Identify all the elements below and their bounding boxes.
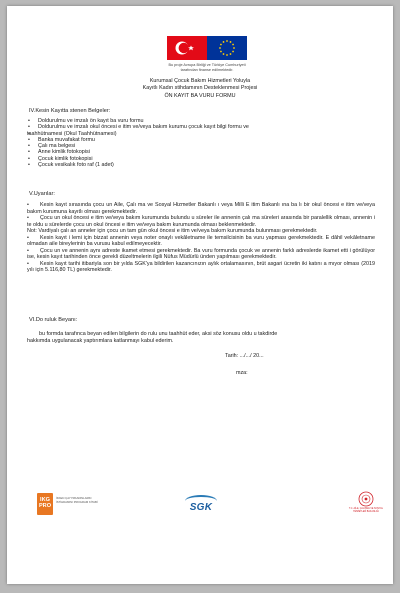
bullet-icon: • <box>27 215 29 221</box>
project-title-line1: Kurumsal Çocuk Bakım Hizmetleri Yoluyla <box>149 78 251 84</box>
declaration-text <box>27 331 357 344</box>
partner-flags <box>167 36 247 60</box>
funding-caption-line1: Bu proje Avrupa Birliği ve Türkiye Cumhuriyeti <box>168 63 246 67</box>
form-page <box>7 6 393 584</box>
list-item: • Banka muvafakat formu <box>27 137 367 143</box>
date-field[interactable]: Tarih: .../.../ 20... <box>225 353 264 359</box>
warning-item: • Çocu un ve annenin aynı adreste ikamet etmesi gerekmektedir. Ba vuru formunda çocuk ve annenin farklı adreslerde ikamet etti i görülüyor ise, kesin kayıt tarihinden önce gerekli düzeltmelerin ilgili Nüfus Müdürlü ünden yapılması gerekmektedir. <box>27 247 375 260</box>
sgk-logo-text: SGK <box>189 502 213 513</box>
bullet-icon: • <box>27 247 29 254</box>
ikg-logo-text: IKG PRO <box>38 497 52 509</box>
eu-star <box>233 47 235 49</box>
turkey-flag-icon <box>167 36 207 60</box>
declaration-line1: bu formda tarafınca beyan edilen bilgilerin do rulu unu taahhüt eder, aksi söz konusu oldu u takdirde <box>39 331 278 337</box>
warning-item: • Kesin kayıt i lemi için bizzat annenin veya noter onaylı vekâletname ile temsilcisinin ba vuru yapması gerekmektedir. E dâhil vekâletname olmadan aile bireylerinin ba vurusu kabul edilmeyecektir. <box>27 234 375 247</box>
eu-star <box>223 41 225 43</box>
warning-item: • Kesin kayıt tarihi itibariyla son bir yılda SGK'ya bildirilen kazancınızın aylık ortalamasının, brüt asgari ücretin iki katını a mıyor olması (2019 yılı için 5.116,80 TL) gerekmektedir. <box>27 260 375 273</box>
list-item: • Anne kimlik fotokopisi <box>27 149 367 155</box>
eu-star <box>232 44 234 46</box>
eu-star <box>226 40 228 42</box>
bullet-icon: • <box>27 234 29 241</box>
eu-star <box>220 51 222 53</box>
list-item: • Çocuk kimlik fotokopisi <box>27 156 367 162</box>
section5-heading: V.Uyarılar: <box>29 191 55 197</box>
eu-star <box>220 44 222 46</box>
list-item: • Çocuk vesikalık foto raf (1 adet) <box>27 162 367 168</box>
list-item: • Doldurulmu ve imzalı ön kayıt ba vuru formu <box>27 118 367 124</box>
declaration-line2: hakkımda uygulanacak yaptırımlara katlanmayı kabul ederim. <box>27 337 174 344</box>
sgk-logo <box>183 495 219 519</box>
funding-caption <box>119 63 295 72</box>
section6-heading: VI.Do ruluk Beyanı: <box>29 317 78 323</box>
eu-star <box>223 53 225 55</box>
list-item: • Doldurulmu ve imzalı okul öncesi e itim ve/veya bakım kurumu çocuk kayıt bilgi formu ve <box>27 124 367 130</box>
eu-star <box>226 54 228 56</box>
ministry-logo-caption: T.C. AİLE, ÇALIŞMA VE SOSYAL HİZMETLER BAKANLIĞI <box>348 508 384 513</box>
project-title-line2: Kayıtlı Kadın stihdamının Desteklenmesi Projesi <box>142 85 258 91</box>
list-item: • Çalı ma belgesi <box>27 143 367 149</box>
warning-item: • Çocu un okul öncesi e itim ve/veya bakım kurumunda bulundu u süreler ile annenin çalı ma süreleri arasında bir paralellik olması, annenin i te oldu u sürelerde çocu un okul öncesi e itim ve/veya bakım kurumunda olması beklenmektedir. <box>27 215 375 228</box>
funding-caption-line2: tarafından finanse edilmektedir. <box>180 67 234 72</box>
ministry-logo <box>346 491 386 517</box>
ikg-pro-logo-mark <box>37 493 53 515</box>
bullet-icon: • <box>27 260 29 267</box>
eu-star <box>232 51 234 53</box>
warnings-block <box>27 202 375 274</box>
section4-heading: IV.Kesin Kayıtta stenen Belgeler: <box>29 108 111 114</box>
signature-field[interactable]: mza: <box>236 370 248 376</box>
eu-star <box>230 41 232 43</box>
ikg-pro-logo <box>37 493 97 515</box>
eu-star <box>230 53 232 55</box>
eu-flag-icon <box>207 36 247 60</box>
warning-item: • Kesin kayıt sırasında çocu un Aile, Çalı ma ve Sosyal Hizmetler Bakanlı ı veya Milli E itim Bakanlı ına ba lı bir okul öncesi e itim ve/veya bakım kurumuna kayıtlı olması gerekmektedir. <box>27 202 375 215</box>
ministry-emblem-icon <box>358 491 374 507</box>
warning-note: Not: Vardiyalı çalı an anneler için çocu un tam gün okul öncesi e itim ve/veya bakım kurumunda bulunması gerekmektedir. <box>27 228 318 234</box>
ikg-logo-caption: İKKEN ÇAYYRKADINLARIN İSTİHDAMINI PROGRAM KİTABİ <box>56 496 98 504</box>
form-title: ÖN KAYIT BA VURU FORMU <box>164 93 236 99</box>
list-item-continuation: • taahhütnamesi (Okul Taahhütnamesi) <box>27 131 367 137</box>
eu-star <box>219 47 221 49</box>
required-documents-list <box>27 118 367 168</box>
bullet-icon: • <box>27 202 29 208</box>
